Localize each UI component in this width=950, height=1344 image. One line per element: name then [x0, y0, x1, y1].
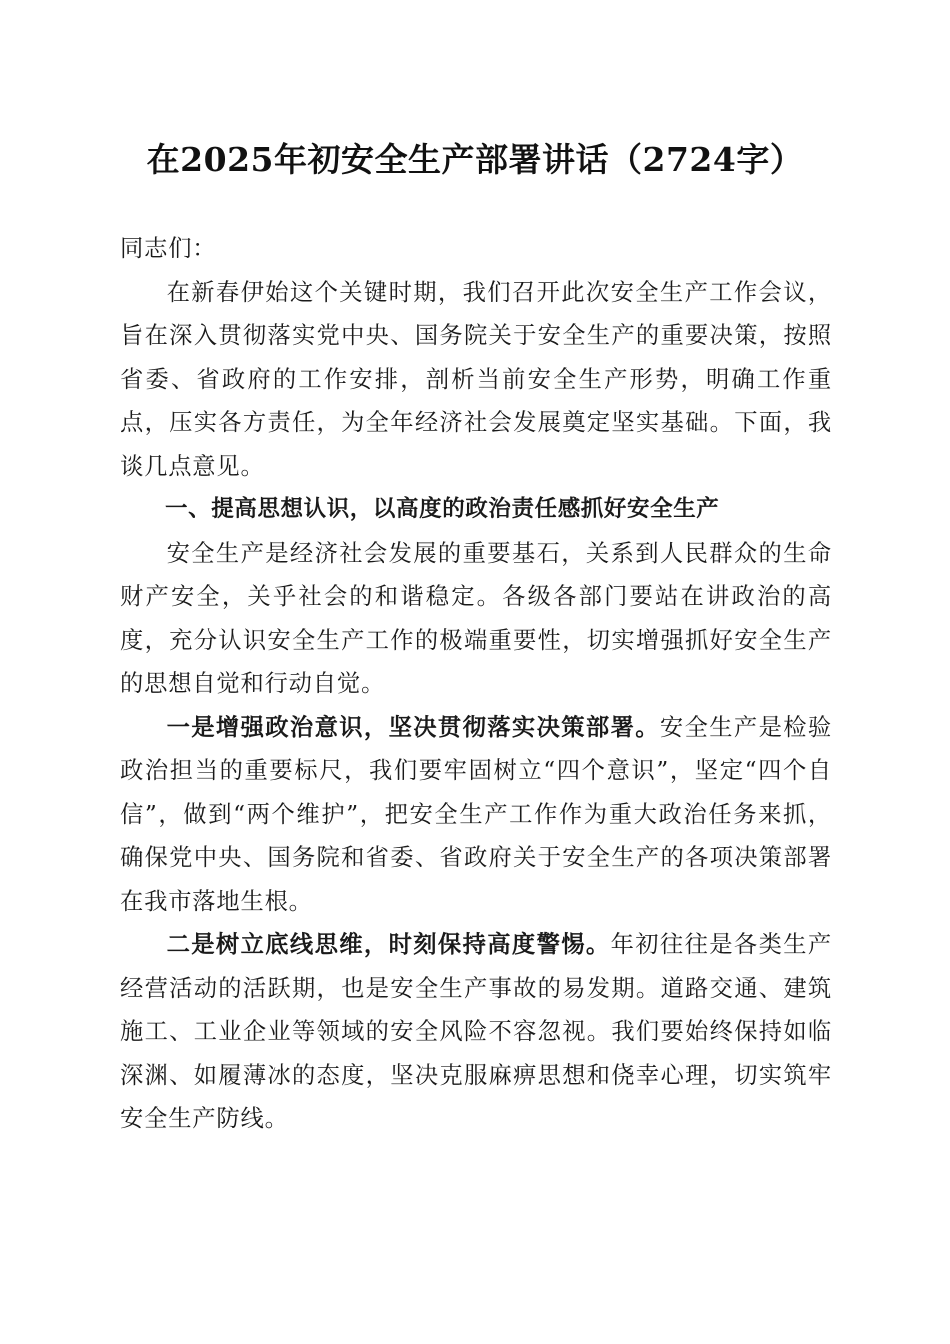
point-two-paragraph — [120, 923, 832, 1141]
section-heading: 一、提高思想认识，以高度的政治责任感抓好安全生产 — [165, 496, 720, 522]
document-body — [120, 227, 832, 1141]
salutation: 同志们： — [120, 235, 217, 262]
point-one-lead: 一是增强政治意识，坚决贯彻落实决策部署。 — [166, 713, 660, 741]
document-title: 在2025年初安全生产部署讲话（2724字） — [146, 140, 804, 179]
intro-paragraph: 在新春伊始这个关键时期，我们召开此次安全生产工作会议，旨在深入贯彻落实党中央、国务院关于安全生产的重要决策，按照省委、省政府的工作安排，剖析当前安全生产形势，明确工作重点，压实各方责任，为全年经济社会发展奠定坚实基础。下面，我谈几点意见。 — [120, 278, 832, 480]
point-two-lead: 二是树立底线思维，时刻保持高度警惕。 — [166, 931, 611, 958]
section-paragraph: 安全生产是经济社会发展的重要基石，关系到人民群众的生命财产安全，关乎社会的和谐稳定。各级各部门要站在讲政治的高度，充分认识安全生产工作的极端重要性，切实增强抓好安全生产的思想自觉和行动自觉。 — [120, 539, 832, 697]
point-one-paragraph — [120, 706, 832, 924]
point-two-text: 年初往往是各类生产经营活动的活跃期，也是安全生产事故的易发期。道路交通、建筑施工、工业企业等领域的安全风险不容忽视。我们要始终保持如临深渊、如履薄冰的态度，坚决克服麻痹思想和侥幸心理，切实筑牢安全生产防线。 — [120, 931, 832, 1132]
point-one-text: 安全生产是检验政治担当的重要标尺，我们要牢固树立“四个意识”，坚定“四个自信”，做到“两个维护”，把安全生产工作作为重大政治任务来抓，确保党中央、国务院和省委、省政府关于安全生产的各项决策部署在我市落地生根。 — [120, 713, 832, 915]
